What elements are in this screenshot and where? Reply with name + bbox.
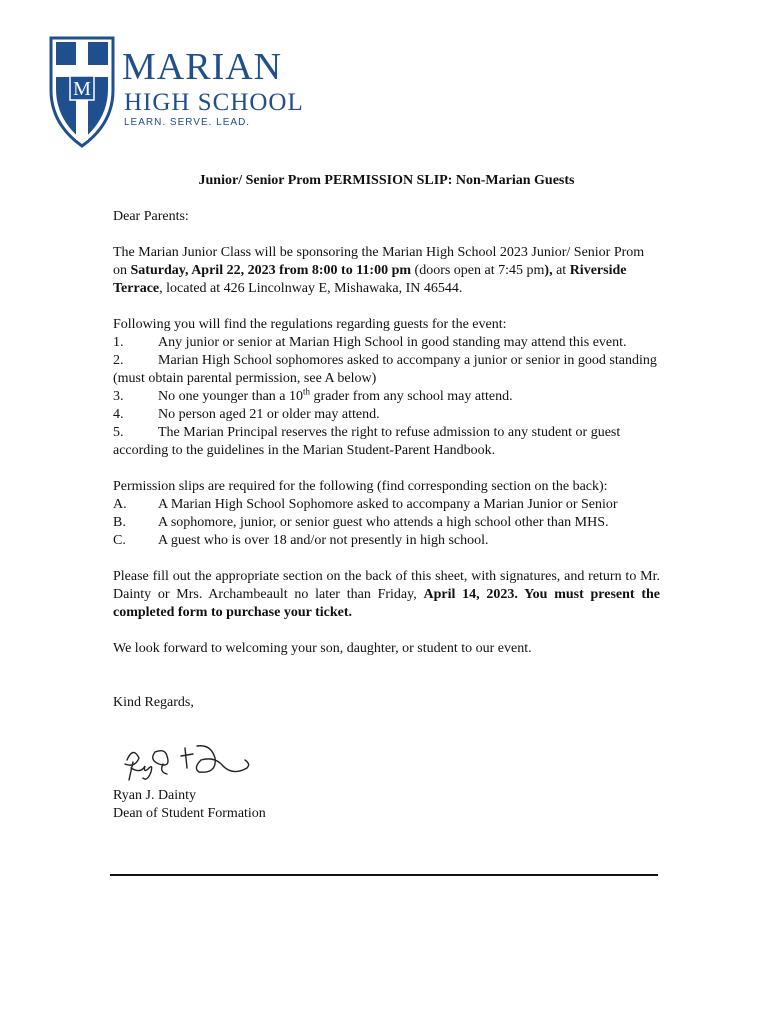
school-logo	[48, 32, 318, 150]
emblem-letter: M	[73, 78, 91, 100]
signer-title: Dean of Student Formation	[113, 806, 266, 821]
permission-item: A. A Marian High School Sophomore asked to accompany a Marian Junior or Senior	[113, 497, 618, 512]
closing-line: We look forward to welcoming your son, daughter, or student to our event.	[113, 641, 532, 656]
permission-item: C. A guest who is over 18 and/or not presently in high school.	[113, 533, 489, 548]
regulation-item: 2. Marian High School sophomores asked to accompany a junior or senior in good standing (must obtain parental permission, see A below)	[113, 353, 657, 386]
school-name-line2: HIGH SCHOOL	[124, 89, 304, 116]
document-title: Junior/ Senior Prom PERMISSION SLIP: Non-Marian Guests	[198, 173, 575, 188]
divider-line	[110, 874, 658, 876]
regulation-item: 4. No person aged 21 or older may attend.	[113, 407, 380, 422]
regards: Kind Regards,	[113, 695, 194, 710]
signer-block	[113, 787, 266, 823]
signer-name: Ryan J. Dainty	[113, 788, 197, 803]
school-tagline: LEARN. SERVE. LEAD.	[124, 117, 251, 128]
regulation-item: 1. Any junior or senior at Marian High School in good standing may attend this event.	[113, 335, 627, 350]
signature-image	[115, 738, 255, 788]
school-name-line1: MARIAN	[122, 46, 283, 88]
letter-body	[113, 172, 660, 712]
regulations-heading: Following you will find the regulations regarding guests for the event:	[113, 317, 507, 332]
instructions-paragraph: Please fill out the appropriate section on the back of this sheet, with signatures, and return to Mr. Dainty or Mrs. Archambeault no later than Friday, April 14, 2023. You must present the completed form to purchase your ticket.	[113, 569, 660, 620]
regulation-item: 5. The Marian Principal reserves the right to refuse admission to any student or guest according to the guidelines in the Marian Student-Parent Handbook.	[113, 425, 621, 458]
regulation-item: 3. No one younger than a 10th grader from any school may attend.	[113, 386, 513, 404]
permission-heading: Permission slips are required for the following (find corresponding section on the back):	[113, 479, 608, 494]
permission-item: B. A sophomore, junior, or senior guest who attends a high school other than MHS.	[113, 515, 609, 530]
greeting: Dear Parents:	[113, 209, 189, 224]
shield-emblem-icon	[48, 32, 116, 150]
intro-paragraph: The Marian Junior Class will be sponsoring the Marian High School 2023 Junior/ Senior Prom on Saturday, April 22, 2023 from 8:00 to 11:00 pm (doors open at 7:45 pm), at Riverside Terrace, located at 426 Lincolnway E, Mishawaka, IN 46544.	[113, 245, 645, 296]
